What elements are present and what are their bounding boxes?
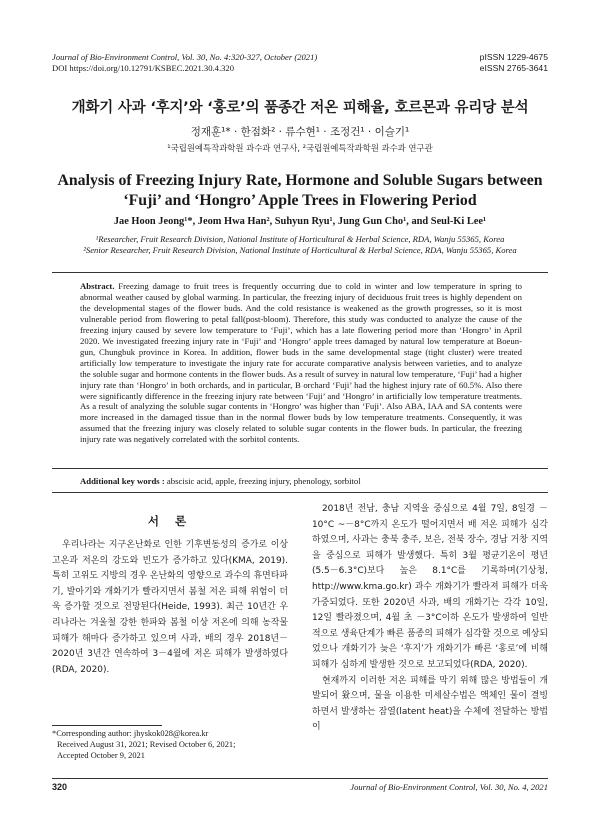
abstract-top-rule (52, 272, 548, 273)
abstract-text: Freezing damage to fruit trees is frequently occurring due to cold in winter and low temperature in spring to abnormal weather caused by global warming. In particular, the freezing injury of deciduous fruit trees is highly dependent on the developmental stages of the flower buds. And the cold resistance is weakened as the growth progresses, so it is most vulnerable period from flowering to petal fall(post-bloom). Therefore, this study was conducted to analyze the cause of the freezing injury caused by severe low temperature to ‘Fuji’, which has a late flowering period more than ‘Hongro’ in April 2020. We investigated freezing injury rate in ‘Fuji’ and ‘Hongro’ apple trees damaged by natural low temperature at Boeun-gun, Chungbuk province in Korea. In addition, flower buds in the same developmental stage (tight cluster) were treated artificially low temperature to investigate the injury rate for accurate comparative analysis between varieties, and to analyze the soluble sugar and hormone contents in the flower buds. As a result of survey in natural low temperature, ‘Fuji’ had a higher injury rate than ‘Hongro’ in both orchards, and in particular, B orchard ‘Fuji’ had the highest injury rate of 60.5%. Also there were significantly difference in the freezing injury rate between ‘Fuji’ and ‘Hongro’ in artificially low temperature treatments. As a result of analyzing the soluble sugar contents in ‘Hongro’ was higher than ‘Fuji’. Also ABA, IAA and SA contents were more increased in the damaged tissue than in the normal flower buds by low temperature treatments. Consequently, it was assumed that the freezing injury was closely related to soluble sugar contents in the flower buds. In particular, the freezing injury rate was negatively correlated with the sorbitol contents. (80, 281, 522, 445)
footer-rule (52, 778, 548, 779)
abstract-label: Abstract. (80, 281, 115, 291)
intro-paragraph-3: 현재까지 이러한 저온 피해를 막기 위해 많은 방법들이 개발되어 왔으며, 물을 이용한 미세살수법은 액체인 물이 결빙하면서 발생하는 잠열(latent heat)을 수체에 전달하는 방법이 (312, 675, 548, 733)
keywords-rule (52, 468, 548, 469)
keywords-bottom-rule (52, 492, 548, 493)
english-authors: Jae Hoon Jeong¹*, Jeom Hwa Han², Suhyun Ryu¹, Jung Gun Cho¹, and Seul-Ki Lee¹ (113, 216, 487, 227)
right-column (312, 502, 548, 736)
korean-authors: 정재훈¹* · 한점화² · 류수현¹ · 조정건¹ · 이슬기¹ (190, 126, 410, 138)
journal-header (52, 52, 317, 74)
issn-block (480, 52, 548, 74)
affiliation-2: ²Senior Researcher, Fruit Research Division, National Institute of Horticultural & Herbal Science, RDA, Wanju 55365, Korea (83, 245, 517, 255)
corresponding-author: *Corresponding author: jhyskok028@korea.kr (52, 729, 209, 738)
doi-link[interactable]: DOI https://doi.org/10.12791/KSBEC.2021.30.4.320 (52, 63, 234, 73)
english-title-line1: Analysis of Freezing Injury Rate, Hormone and Soluble Sugars between (57, 172, 543, 189)
keywords-text: abscisic acid, apple, freezing injury, phenology, sorbitol (166, 476, 361, 486)
footer-journal-ref: Journal of Bio-Environment Control, Vol. 30, No. 4, 2021 (350, 782, 548, 792)
intro-paragraph-2: 2018년 전남, 충남 지역을 중심으로 4월 7일, 8일경 －10°C ~－8°C까지 온도가 떨어지면서 배 저온 피해가 심각하였으며, 사과는 충북 충주, 보은, 전북 장수, 경남 거창 지역을 중심으로 피해가 발생했다. 특히 3월 평균기온이 평년(5.5－6.3°C)보다 높은 8.1°C를 기록하며(기상청, http://www.kma.go.kr) 과수 개화기가 빨라져 피해가 더욱 가중되었다. 또한 2020년 사과, 배의 개화기는 각각 10일, 12일 빨라졌으며, 4월 초 －3°C이하 온도가 발생하여 일반적으로 생육단계가 빠른 품종의 피해가 심각할 것으로 예상되었으나 개화기가 늦은 ‘후지’가 개화기가 빠른 ‘홍로’에 비해 피해가 심하게 발생한 것으로 보고되었다(RDA, 2020). (312, 504, 548, 670)
footnote (52, 729, 235, 761)
accepted-date: Accepted October 9, 2021 (57, 750, 145, 760)
abstract (80, 281, 522, 445)
korean-title: 개화기 사과 ‘후지’와 ‘홍로’의 품종간 저온 피해율, 호르몬과 유리당 분석 (71, 100, 529, 116)
english-affiliations (52, 234, 548, 256)
left-column (52, 538, 288, 678)
korean-affiliation: ¹국립원예특작과학원 과수과 연구사, ²국립원예특작과학원 과수과 연구관 (167, 143, 433, 153)
journal-citation: Journal of Bio-Environment Control, Vol. 30, No. 4:320-327, October (2021) (52, 52, 318, 62)
english-title-line2: ‘Fuji’ and ‘Hongro’ Apple Trees in Flowering Period (123, 192, 477, 209)
english-title (40, 171, 560, 211)
pissn: pISSN 1229-4675 (479, 52, 548, 62)
affiliation-1: ¹Researcher, Fruit Research Division, National Institute of Horticultural & Herbal Science, RDA, Wanju 55365, Korea (95, 234, 505, 244)
footnote-rule (52, 725, 162, 726)
keywords (80, 476, 522, 487)
eissn: eISSN 2765-3641 (479, 63, 548, 73)
keywords-label: Additional key words : (80, 476, 165, 486)
intro-paragraph-1: 우리나라는 지구온난화로 인한 기후변동성의 증가로 이상고온과 저온의 강도와 빈도가 증가하고 있다(KMA, 2019). 특히 고위도 지방의 경우 온난화의 영향으로 과수의 휴면타파기, 발아기와 개화기가 빨라지면서 봄철 저온 피해 위험이 더욱 증가할 것으로 전망된다(Heide, 1993). 최근 10년간 우리나라는 겨울철 강한 한파와 봄철 이상 저온에 의해 농작물 피해가 해마다 증가하고 있으며 사과, 배의 경우 2018년－2020년 3년간 연속하여 3－4월에 저온 피해가 발생하였다(RDA, 2020). (52, 540, 288, 675)
section-heading-introduction: 서 론 (147, 514, 193, 528)
page-number: 320 (52, 782, 68, 792)
received-dates: Received August 31, 2021; Revised October 6, 2021; (57, 739, 236, 749)
